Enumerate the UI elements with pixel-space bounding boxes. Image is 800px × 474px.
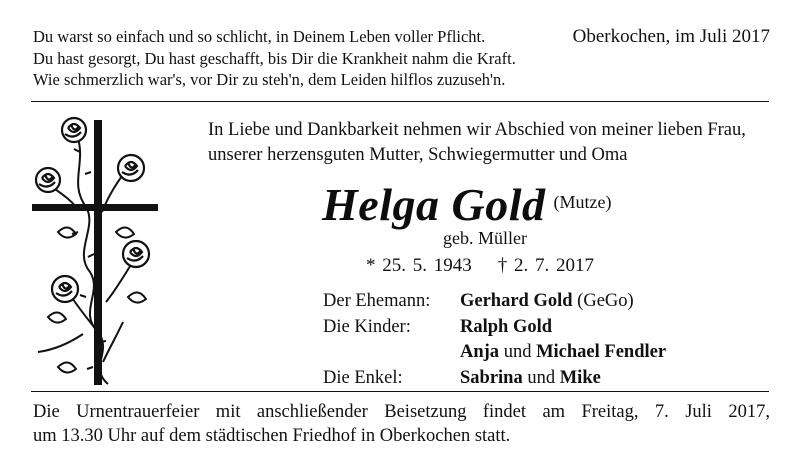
grandchild-name: Mike [559, 367, 601, 388]
deceased-nickname: (Mutze) [553, 192, 612, 212]
family-row-children [323, 315, 666, 341]
intro-text [208, 118, 746, 168]
deceased-name: Helga Gold [322, 179, 546, 230]
poem [33, 26, 516, 91]
conjunction: und [499, 342, 537, 362]
family-row-children-2 [323, 340, 666, 366]
poem-line: Du hast gesorgt, Du hast geschafft, bis Dir die Krankheit nahm die Kraft. [33, 48, 516, 68]
family-members [460, 289, 634, 315]
family-role: Die Enkel: [323, 367, 403, 388]
child-name: Ralph Gold [460, 316, 553, 337]
divider-top [31, 101, 769, 102]
place-date: Oberkochen, im Juli 2017 [572, 26, 770, 47]
child-name: Anja [460, 342, 500, 362]
funeral-line: um 13.30 Uhr auf dem städtischen Friedhof in Oberkochen statt. [33, 426, 511, 446]
husband-nickname: (GeGo) [572, 291, 634, 311]
family-members [460, 340, 666, 366]
family-role: Der Ehemann: [323, 291, 431, 311]
deceased-name-block [322, 178, 611, 231]
funeral-line: Die Urnentrauerfeier mit anschließender Beisetzung findet am Freitag, 7. Juli 2017, [33, 402, 770, 422]
life-dates [366, 255, 594, 277]
family-role-spacer [323, 340, 460, 366]
cross-with-roses-icon [28, 112, 168, 387]
conjunction: und [522, 367, 560, 388]
family-row-grandchildren [323, 366, 666, 392]
family-role: Die Kinder: [323, 316, 411, 337]
funeral-info [33, 400, 770, 448]
husband-name: Gerhard Gold [460, 291, 573, 311]
grandchild-name: Sabrina [460, 367, 523, 388]
child-partner-name: Michael Fendler [536, 342, 667, 362]
death-date: † 2. 7. 2017 [497, 255, 594, 276]
family-list [323, 289, 666, 391]
family-row-husband [323, 289, 666, 315]
intro-line: In Liebe und Dankbarkeit nehmen wir Abschied von meiner lieben Frau, [208, 120, 746, 140]
intro-line: unserer herzensguten Mutter, Schwiegermutter und Oma [208, 145, 628, 165]
divider-bottom [31, 391, 769, 392]
birth-date: * 25. 5. 1943 [366, 255, 472, 276]
poem-line: Du warst so einfach und so schlicht, in Deinem Leben voller Pflicht. [33, 27, 486, 46]
family-members [460, 366, 601, 392]
maiden-name: geb. Müller [443, 228, 527, 248]
poem-line: Wie schmerzlich war's, vor Dir zu steh'n, dem Leiden hilflos zuzuseh'n. [33, 70, 506, 89]
